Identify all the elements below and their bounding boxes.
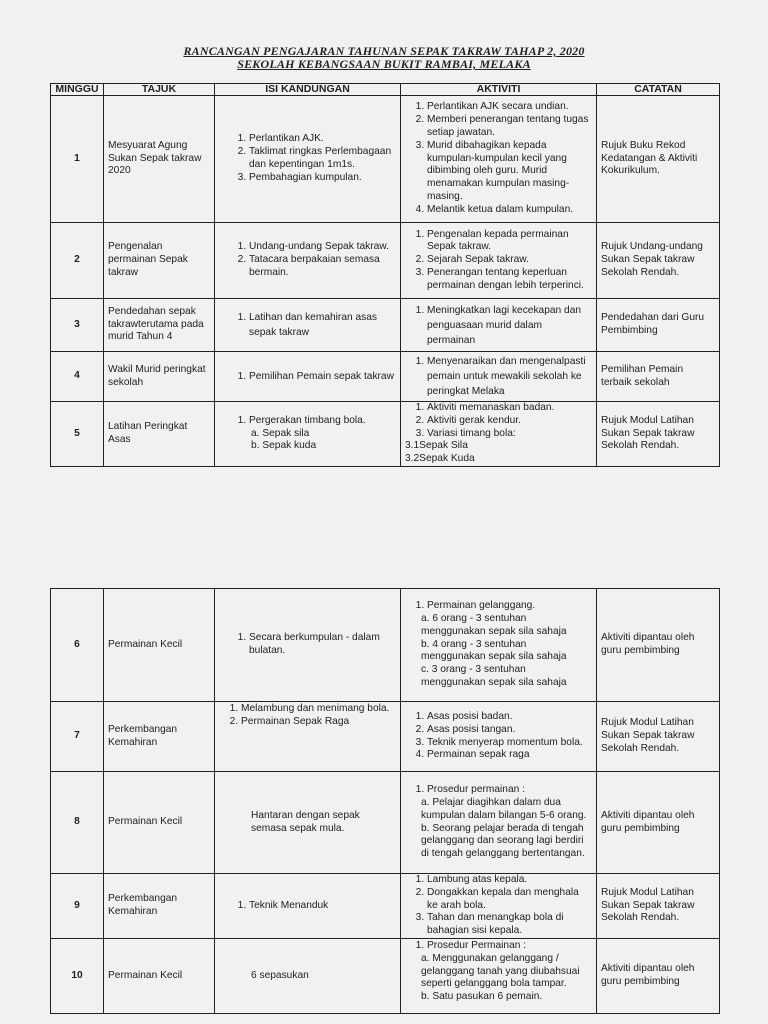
list-item: 1. Perlantikan AJK secara undian.: [427, 101, 592, 114]
tajuk-cell: Permainan Kecil: [104, 938, 215, 1013]
list-item: 3. Tahan dan menangkap bola di bahagian sisi kepala.: [427, 912, 592, 938]
list-item: 2. Sejarah Sepak takraw.: [427, 254, 592, 267]
tajuk-cell: Mesyuarat Agung Sukan Sepak takraw 2020: [104, 96, 215, 223]
list-item: 2. Dongakkan kepala dan menghala ke arah bola.: [427, 887, 592, 913]
aktiviti-cell: [401, 352, 597, 402]
list-item: 1. Pergerakan timbang bola.: [249, 415, 396, 428]
list-item: 1. Lambung atas kepala.: [427, 874, 592, 887]
list-item: 2. Tatacara berpakaian semasa bermain.: [249, 254, 396, 280]
week-number: 5: [51, 402, 104, 467]
list-item: 2. Memberi penerangan tentang tugas setiap jawatan.: [427, 114, 592, 140]
catatan-cell: Aktiviti dipantau oleh guru pembimbing: [597, 589, 720, 702]
list-item: 1. Perlantikan AJK.: [249, 133, 396, 146]
header-isi-kandungan: ISI KANDUNGAN: [215, 84, 401, 96]
document-title: RANCANGAN PENGAJARAN TAHUNAN SEPAK TAKRAW TAHAP 2, 2020: [183, 44, 585, 58]
list-item: 1. Asas posisi badan.: [427, 711, 592, 724]
tajuk-cell: Perkembangan Kemahiran: [104, 874, 215, 939]
table-row: [51, 938, 720, 1013]
week-number: 7: [51, 702, 104, 772]
isi-cell: [215, 352, 401, 402]
list-item: 3. Teknik menyerap momentum bola.: [427, 737, 592, 750]
aktiviti-cell: [401, 402, 597, 467]
school-name: SEKOLAH KEBANGSAAN BUKIT RAMBAI, MELAKA: [237, 57, 531, 71]
catatan-cell: Rujuk Undang-undang Sukan Sepak takraw Sekolah Rendah.: [597, 223, 720, 299]
header-tajuk: TAJUK: [104, 84, 215, 96]
list-item: 2. Asas posisi tangan.: [427, 724, 592, 737]
aktiviti-cell: [401, 938, 597, 1013]
header-catatan: CATATAN: [597, 84, 720, 96]
sub-item: a. 6 orang - 3 sentuhan menggunakan sepak sila sahaja: [421, 613, 567, 637]
catatan-cell: Aktiviti dipantau oleh guru pembimbing: [597, 772, 720, 874]
sub-item: a. Sepak sila: [251, 427, 310, 439]
isi-cell: Hantaran dengan sepak semasa sepak mula.: [215, 772, 401, 874]
list-item: 1. Prosedur Permainan :: [427, 940, 592, 953]
week-number: 6: [51, 589, 104, 702]
sub-item: a. Pelajar diagihkan dalam dua kumpulan dalam bilangan 5-6 orang.: [421, 796, 587, 821]
tajuk-cell: Permainan Kecil: [104, 589, 215, 702]
isi-cell: 6 sepasukan: [215, 938, 401, 1013]
isi-cell: [215, 402, 401, 467]
tajuk-cell: Permainan Kecil: [104, 772, 215, 874]
aktiviti-cell: [401, 772, 597, 874]
table-row: [51, 96, 720, 223]
table-row: [51, 352, 720, 402]
list-item: 1. Aktiviti memanaskan badan.: [427, 402, 592, 415]
table-row: [51, 402, 720, 467]
week-number: 1: [51, 96, 104, 223]
tajuk-cell: Pendedahan sepak takrawterutama pada murid Tahun 4: [104, 299, 215, 352]
header-minggu: MINGGU: [51, 84, 104, 96]
tajuk-cell: Pengenalan permainan Sepak takraw: [104, 223, 215, 299]
sub-item: b. Sepak kuda: [251, 440, 317, 452]
sub-item: b. 4 orang - 3 sentuhan menggunakan sepak sila sahaja: [421, 638, 567, 663]
week-number: 10: [51, 938, 104, 1013]
list-item: 1. Permainan gelanggang.: [427, 600, 592, 613]
header-aktiviti: AKTIVITI: [401, 84, 597, 96]
table-row: [51, 874, 720, 939]
tajuk-cell: Perkembangan Kemahiran: [104, 702, 215, 772]
table-row: [51, 702, 720, 772]
list-item: 1. Pemilihan Pemain sepak takraw: [249, 369, 396, 384]
aktiviti-cell: [401, 96, 597, 223]
list-item: 1. Prosedur permainan :: [427, 784, 592, 797]
week-number: 9: [51, 874, 104, 939]
catatan-cell: Rujuk Modul Latihan Sukan Sepak takraw Sekolah Rendah.: [597, 874, 720, 939]
list-item: 1. Melambung dan menimang bola.: [241, 703, 396, 716]
list-item: 1. Secara berkumpulan - dalam bulatan.: [249, 632, 396, 658]
table-row: [51, 589, 720, 702]
table-row: [51, 772, 720, 874]
table-row: [51, 299, 720, 352]
list-item: 1. Teknik Menanduk: [249, 900, 396, 913]
isi-cell: [215, 874, 401, 939]
catatan-cell: Rujuk Modul Latihan Sukan Sepak takraw Sekolah Rendah.: [597, 702, 720, 772]
week-number: 3: [51, 299, 104, 352]
tajuk-cell: Wakil Murid peringkat sekolah: [104, 352, 215, 402]
catatan-cell: Pemilihan Pemain terbaik sekolah: [597, 352, 720, 402]
list-item: 1. Menyenaraikan dan mengenalpasti pemain untuk mewakili sekolah ke peringkat Melaka: [427, 354, 592, 399]
sub-item: a. Menggunakan gelanggang / gelanggang tanah yang diubahsuai seperti gelanggang bola tampar.: [421, 952, 580, 990]
list-item: 3. Penerangan tentang keperluan permainan dengan lebih terperinci.: [427, 267, 592, 293]
list-item: 1. Latihan dan kemahiran asas sepak takraw: [249, 310, 396, 340]
isi-cell: [215, 589, 401, 702]
sub-item: 3.1Sepak Sila: [405, 440, 468, 452]
lesson-plan-table-2: [50, 588, 720, 1014]
aktiviti-cell: [401, 223, 597, 299]
list-item: 2. Taklimat ringkas Perlembagaan dan kepentingan 1m1s.: [249, 146, 396, 172]
catatan-cell: Rujuk Modul Latihan Sukan Sepak takraw Sekolah Rendah.: [597, 402, 720, 467]
list-item: 3. Pembahagian kumpulan.: [249, 172, 396, 185]
sub-item: b. Seorang pelajar berada di tengah gelanggang dan seorang lagi berdiri di tengah gelanggang bertentangan.: [421, 822, 585, 860]
sub-item: 3.2Sepak Kuda: [405, 453, 475, 465]
isi-cell: [215, 702, 401, 772]
aktiviti-cell: [401, 702, 597, 772]
sub-item: c. 3 orang - 3 sentuhan menggunakan sepak sila sahaja: [421, 664, 567, 688]
aktiviti-cell: [401, 299, 597, 352]
list-item: 3. Variasi timang bola:: [427, 428, 592, 441]
sub-item: b. Satu pasukan 6 pemain.: [421, 991, 543, 1003]
isi-cell: [215, 223, 401, 299]
list-item: 2. Permainan Sepak Raga: [241, 716, 396, 729]
list-item: 2. Aktiviti gerak kendur.: [427, 415, 592, 428]
catatan-cell: Rujuk Buku Rekod Kedatangan & Aktiviti Kokurikulum.: [597, 96, 720, 223]
week-number: 4: [51, 352, 104, 402]
list-item: 1. Pengenalan kepada permainan Sepak takraw.: [427, 229, 592, 255]
list-item: 1. Undang-undang Sepak takraw.: [249, 241, 396, 254]
lesson-plan-table-1: [50, 83, 720, 467]
week-number: 8: [51, 772, 104, 874]
week-number: 2: [51, 223, 104, 299]
catatan-cell: Pendedahan dari Guru Pembimbing: [597, 299, 720, 352]
aktiviti-cell: [401, 874, 597, 939]
aktiviti-cell: [401, 589, 597, 702]
list-item: 4. Melantik ketua dalam kumpulan.: [427, 204, 592, 217]
table-row: [51, 223, 720, 299]
list-item: 4. Permainan sepak raga: [427, 749, 592, 762]
list-item: 1. Meningkatkan lagi kecekapan dan penguasaan murid dalam permainan: [427, 303, 592, 348]
isi-cell: [215, 299, 401, 352]
catatan-cell: Aktiviti dipantau oleh guru pembimbing: [597, 938, 720, 1013]
header-row: [51, 84, 720, 96]
list-item: 3. Murid dibahagikan kepada kumpulan-kumpulan kecil yang dibimbing oleh guru. Murid menamakan kumpulan masing-masing.: [427, 140, 592, 204]
isi-cell: [215, 96, 401, 223]
tajuk-cell: Latihan Peringkat Asas: [104, 402, 215, 467]
